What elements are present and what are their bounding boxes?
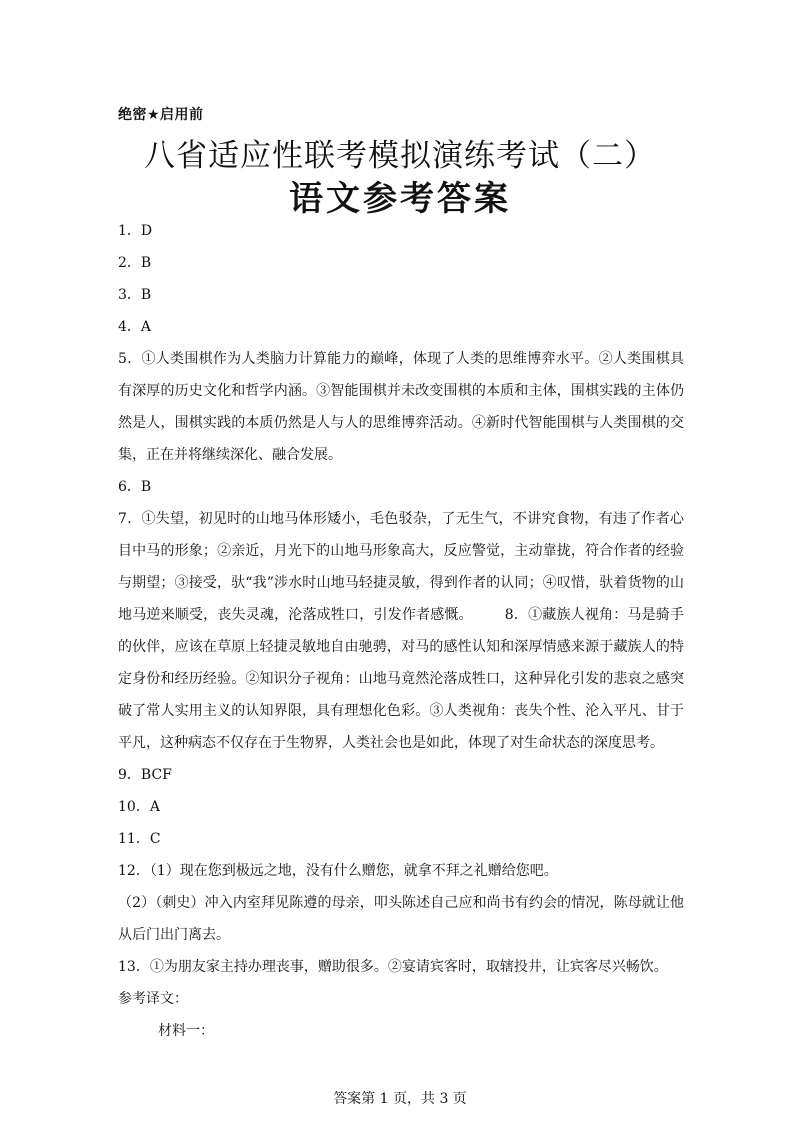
answer-2: 2．B xyxy=(118,255,152,271)
translation-label: 参考译文： xyxy=(118,991,188,1007)
answer-8: 8．①藏族人视角：马是骑手的伙伴，应该在草原上轻捷灵敏地自由驰骋，对马的感性认知和深厚情感来源于藏族人的特定身份和经历经验。②知识分子视角：山地马竟然沦落成牲口，这种异化引发的悲哀之感突破了常人实用主义的认知界限，具有理想化色彩。③人类视角：丧失个性、沦入平凡、甘于平凡，这种病态不仅存在于生物界，人类社会也是如此，体现了对生命状态的深度思考。 xyxy=(118,607,684,751)
answer-11: 11．C xyxy=(118,831,161,847)
answer-6: 6．B xyxy=(118,479,152,495)
answer-13: 13．①为朋友家主持办理丧事，赠助很多。②宴请宾客时，取辖投井，让宾客尽兴畅饮。 xyxy=(118,959,668,975)
page-footer: 答案第 1 页，共 3 页 xyxy=(333,1091,467,1107)
answer-key-title: 语文参考答案 xyxy=(289,179,511,219)
answer-7-8 xyxy=(118,503,684,759)
answer-12-1: 12．（1）现在您到极远之地，没有什么赠您，就拿不拜之礼赠给您吧。 xyxy=(118,863,558,879)
answer-9: 9．BCF xyxy=(118,767,172,783)
answer-1: 1．D xyxy=(118,223,153,239)
answer-10: 10．A xyxy=(118,799,160,815)
answer-4: 4．A xyxy=(118,319,152,335)
answer-5: 5．①人类围棋作为人类脑力计算能力的巅峰，体现了人类的思维博弈水平。②人类围棋具有深厚的历史文化和哲学内涵。③智能围棋并未改变围棋的本质和主体，围棋实践的主体仍然是人，围棋实践的本质仍然是人与人的思维博弈活动。④新时代智能围棋与人类围棋的交集，正在并将继续深化、融合发展。 xyxy=(118,351,684,463)
exam-title: 八省适应性联考模拟演练考试（二） xyxy=(144,138,656,174)
answer-list xyxy=(118,215,684,1047)
answer-12-2: （2）（刺史）冲入内室拜见陈遵的母亲，叩头陈述自己应和尚书有约会的情况，陈母就让他从后门出门离去。 xyxy=(118,895,684,943)
answer-7: 7．①失望，初见时的山地马体形矮小，毛色驳杂，了无生气，不讲究食物，有违了作者心目中马的形象；②亲近，月光下的山地马形象高大，反应警觉，主动靠拢，符合作者的经验与期望；③接受，驮“我”涉水时山地马轻捷灵敏，得到作者的认同；④叹惜，驮着货物的山地马逆来顺受，丧失灵魂，沦落成牲口，引发作者感慨。 xyxy=(118,511,684,623)
material-one-label: 材料一： xyxy=(158,1023,214,1039)
confidential-label: 绝密★启用前 xyxy=(118,107,204,123)
answer-3: 3．B xyxy=(118,287,152,303)
